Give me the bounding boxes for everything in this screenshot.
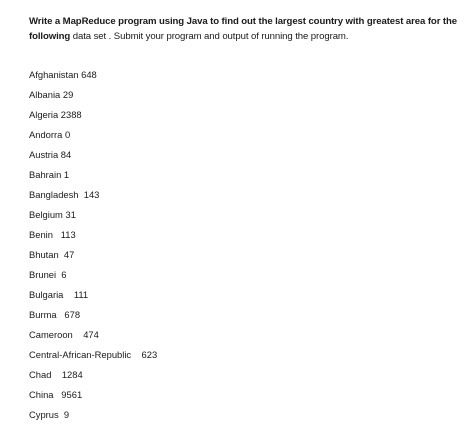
list-item: China 9561 <box>29 389 83 400</box>
list-item: Brunei 6 <box>29 269 67 280</box>
question-text <box>29 14 459 44</box>
question-bold-text: Write a MapReduce program using Java to find out the largest country with greatest area for the following <box>29 16 457 42</box>
list-item: Burma 678 <box>29 309 81 320</box>
list-item: Bangladesh 143 <box>29 189 100 200</box>
list-item: Andorra 0 <box>29 129 71 140</box>
list-item: Bulgaria 111 <box>29 289 89 300</box>
country-area-list <box>29 68 157 428</box>
list-item: Austria 84 <box>29 149 72 160</box>
list-item: Afghanistan 648 <box>29 69 97 80</box>
question-normal-text: data set . Submit your program and output of running the program. <box>70 31 349 42</box>
list-item: Albania 29 <box>29 89 74 100</box>
list-item: Algeria 2388 <box>29 109 82 120</box>
list-item: Chad 1284 <box>29 369 83 380</box>
list-item: Cyprus 9 <box>29 409 70 420</box>
list-item: Belgium 31 <box>29 209 76 220</box>
list-item: Central-African-Republic 623 <box>29 349 158 360</box>
list-item: Benin 113 <box>29 229 76 240</box>
list-item: Bahrain 1 <box>29 169 70 180</box>
list-item: Bhutan 47 <box>29 249 75 260</box>
list-item: Cameroon 474 <box>29 329 99 340</box>
